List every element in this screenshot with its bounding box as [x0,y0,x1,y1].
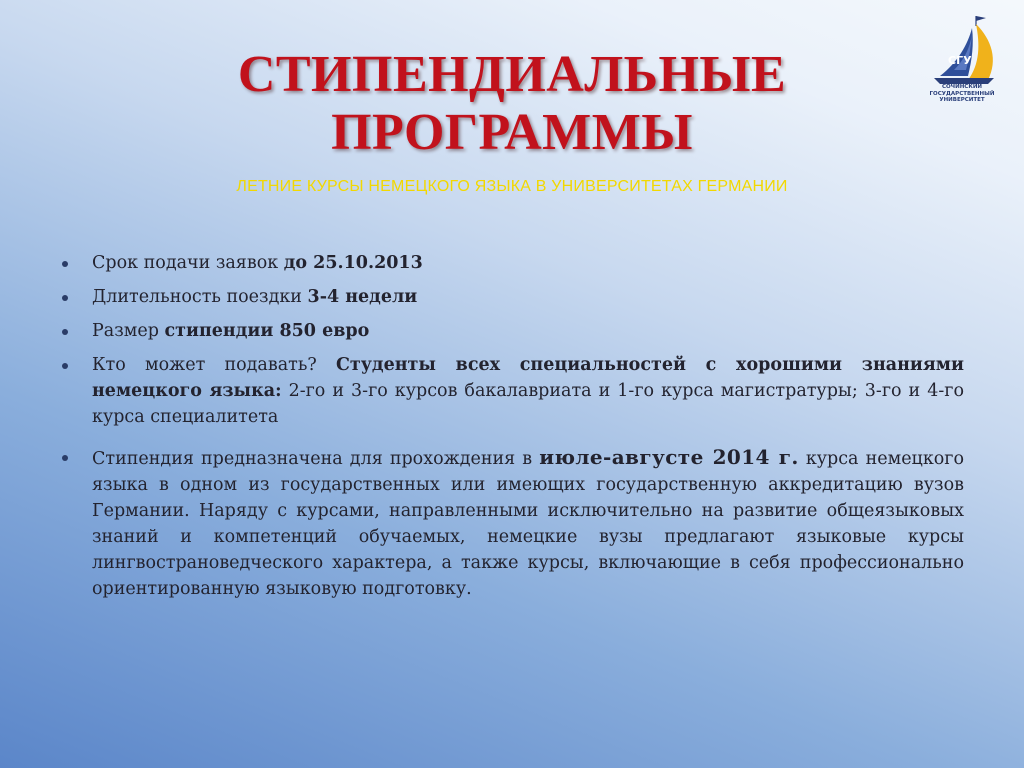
bullet-deadline [62,250,964,276]
bullet-value: Студенты всех специальностей с хорошими знаниями немецкого языка: [92,355,964,401]
university-sail-logo-icon [928,14,998,86]
university-logo [914,14,1010,108]
logo-text-line-3: УНИВЕРСИТЕТ [939,97,985,103]
bullet-label: Кто может подавать? [92,355,336,375]
bullet-dot-icon [62,363,68,369]
logo-text [914,84,1010,104]
bullet-dot-icon [62,329,68,335]
bullet-rest: курса немецкого языка в одном из государственных или имеющих государственную аккредитацию вузов Германии. Наряду с курсами, направленными исключительно на развитие общеязыковых знаний и компетенций обучаемых, немецкие вузы предлагают языковые курсы лингвострановедческого характера, а также курсы, включающие в себя профессионально ориентированную языковую подготовку. [92,449,964,599]
title-line-2: ПРОГРАММЫ [331,104,693,161]
logo-text-line-2: ГОСУДАРСТВЕННЫЙ [929,90,995,97]
bullet-value: стипендии 850 евро [164,321,370,341]
bullet-value: июле-августе 2014 г. [539,445,799,469]
bullet-duration [62,284,964,310]
bullet-label: Срок подачи заявок [92,253,284,273]
bullet-purpose [62,444,964,602]
title-line-1: СТИПЕНДИАЛЬНЫЕ [237,46,787,103]
bullet-value: до 25.10.2013 [283,253,423,273]
bullet-list [62,250,964,610]
bullet-label: Длительность поездки [92,287,308,307]
bullet-dot-icon [62,295,68,301]
logo-text-line-1: СОЧИНСКИЙ [941,84,983,90]
slide-title [0,46,1024,162]
bullet-eligibility [62,352,964,430]
bullet-value: 3-4 недели [307,287,418,307]
bullet-dot-icon [62,455,68,461]
bullet-amount [62,318,964,344]
bullet-label: Размер [92,321,165,341]
slide-subtitle: ЛЕТНИЕ КУРСЫ НЕМЕЦКОГО ЯЗЫКА В УНИВЕРСИТЕТАХ ГЕРМАНИИ [236,178,788,195]
logo-abbr: СГУ [948,54,972,67]
bullet-rest: 2-го и 3-го курсов бакалавриата и 1-го курса магистратуры; 3-го и 4-го курса специалитета [92,381,964,427]
bullet-label: Стипендия предназначена для прохождения в [92,449,540,469]
bullet-dot-icon [62,261,68,267]
